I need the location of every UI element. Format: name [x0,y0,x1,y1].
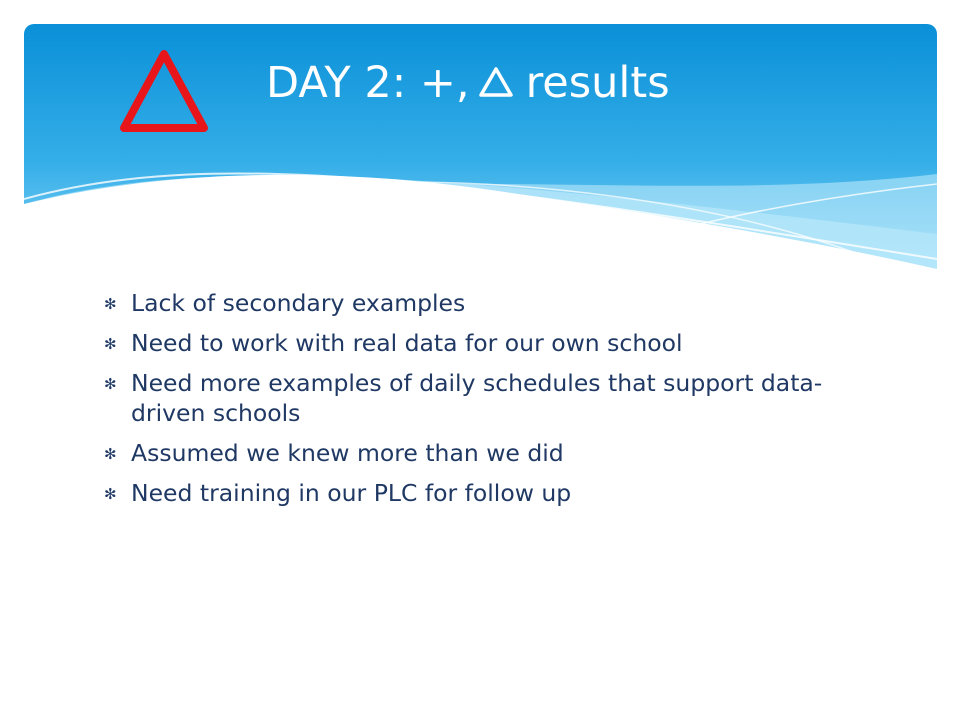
title-suffix: results [525,58,670,108]
slide-title [266,50,670,116]
delta-triangle-icon [114,44,214,136]
bullet-text: Need training in our PLC for follow up [131,479,572,507]
bullet-star-icon: ✻ [104,295,117,313]
bullet-star-icon: ✻ [104,335,117,353]
bullet-item [104,368,864,428]
bullet-text: Need more examples of daily schedules that support data-driven schools [131,369,823,427]
bullet-text: Lack of secondary examples [131,289,466,317]
bullet-text: Need to work with real data for our own school [131,329,683,357]
bullet-item [104,438,864,468]
bullet-item [104,288,864,318]
bullet-text: Assumed we knew more than we did [131,439,564,467]
bullet-star-icon: ✻ [104,485,117,503]
bullet-item [104,328,864,358]
title-prefix: DAY 2: +, [266,58,470,108]
bullet-star-icon: ✻ [104,445,117,463]
bullet-list [104,288,864,518]
bullet-star-icon: ✻ [104,375,117,393]
delta-icon [478,65,514,99]
bullet-item [104,478,864,508]
